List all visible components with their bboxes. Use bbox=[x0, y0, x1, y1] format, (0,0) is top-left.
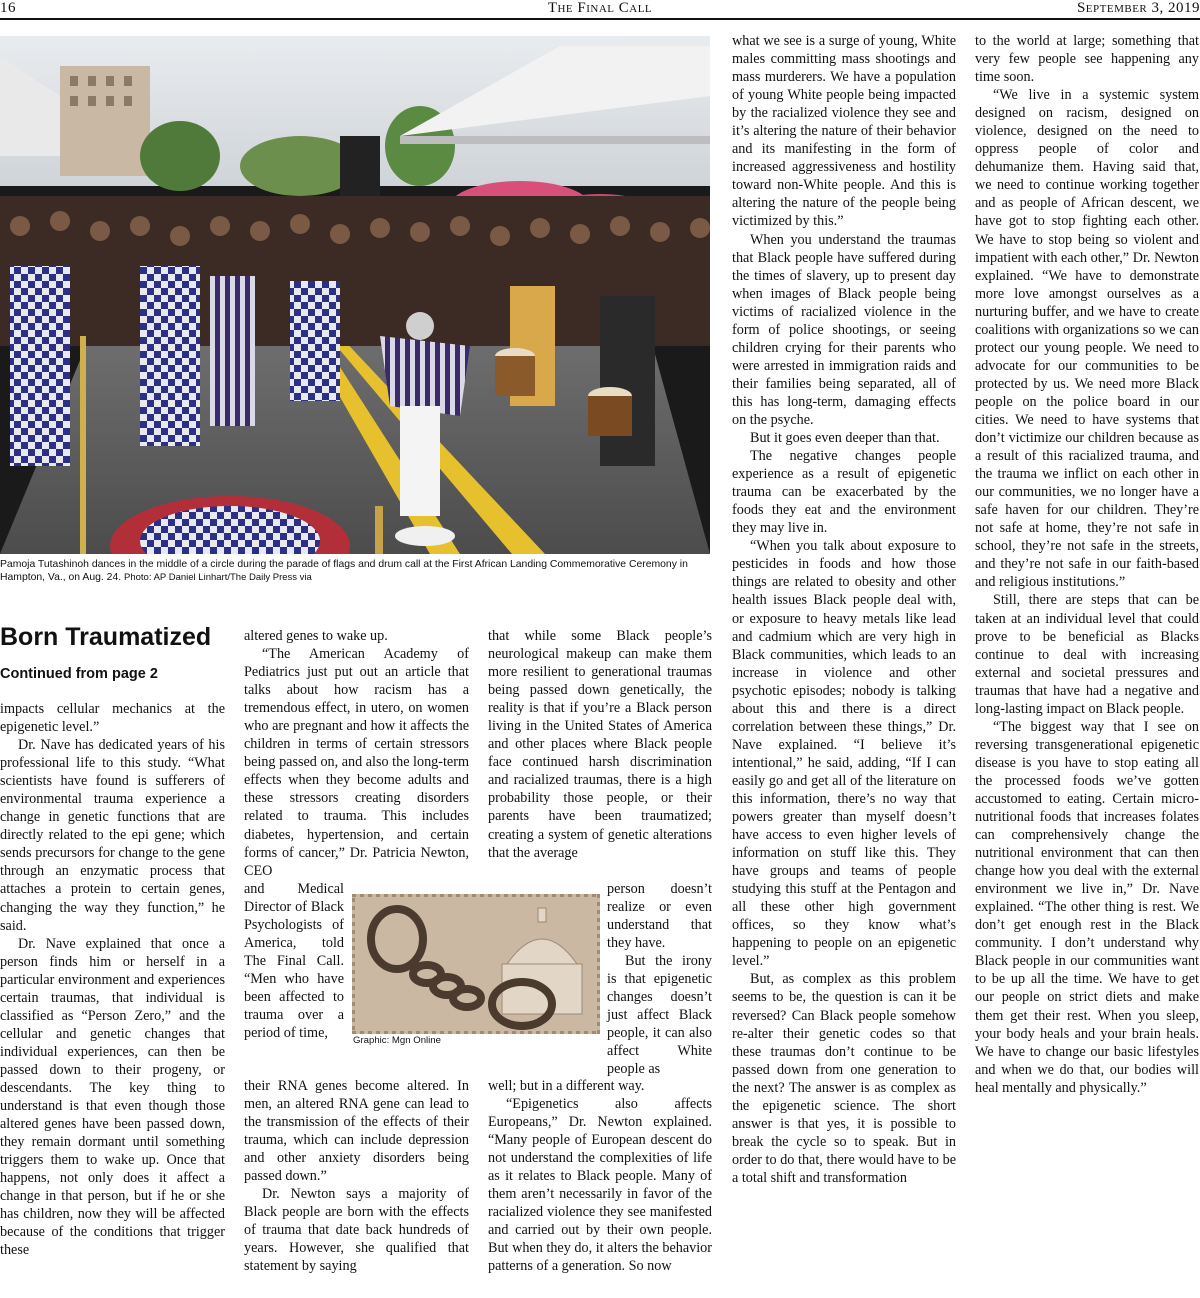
paragraph: “Epigenetics also affects Europeans,” Dr. Newton explained. “Many people of European descent do not understand the complexities of life as it relates to Black people. Many of them aren’t necessarily in favor of the racialized violence they see manifested and carried out by their own people. But when they do, it alters the behavior patterns of a generation. So now bbox=[488, 1096, 712, 1275]
article-column-2-wrap: and Medical Director of Black Psychologists of America, told The Final Call. “Men who have been affected to trauma over a period of time, bbox=[244, 881, 344, 1042]
paragraph: Dr. Newton says a majority of Black people are born with the effects of trauma that date back hundreds of years. However, she qualified that statement by saying bbox=[244, 1186, 469, 1275]
article-column-5 bbox=[975, 32, 1199, 1097]
paragraph: “We live in a systemic system designed on racism, designed on violence, designed on the need to oppress people of color and dehumanize them. Having said that, we need to continue working together and as people of African descent, we have got to stop fighting each other. We have to stop being so violent and impatient with each other,” Dr. Newton explained. “We have to demonstrate more love amongst ourselves as a nurturing buffer, and we have to create coalitions with organizations so we can protect our young people. We need to advocate for our communities to be protected by us. We need more Black people on the police board in our cities. We need to have systems that don’t victimize our children because as a result of this racialized trauma, and the trauma we inflict on each other in our communities, we no longer have a safe haven for our children. They’re not safe at home, they’re not safe in school, they’re not safe in the streets, and they’re not safe in our faith-based and religious institutions.” bbox=[975, 87, 1199, 591]
paragraph: Dr. Nave explained that once a person finds him or herself in a particular environment and experiences certain traumas, that individual is classified as “Person Zero,” and the cellular and genetic changes that individual experiences, can then be passed down to their progeny, or descendants. The key thing to understand is that even though those altered genes have been passed down, they remain dormant until something triggers them to wake up. Once that happens, not only does it affect a change in that person, but if he or she has children, now they will be affected because of the conditions that trigger these bbox=[0, 935, 225, 1259]
paragraph: But, as complex as this problem seems to be, the question is can it be reversed? Can Black people somehow re-alter their genetic codes so that these traumas don’t continue to be passed down from one generation to the next? The answer is as complex as the epigenetic science. The short answer is that yes, it is possible to break the cycle so to speak. But in order to do that, there would have to be a total shift and transformation bbox=[732, 971, 956, 1186]
paragraph: well; but in a different way. bbox=[488, 1078, 645, 1094]
article-column-4 bbox=[732, 32, 956, 1187]
paragraph: to the world at large; something that very few people see happening any time soon. bbox=[975, 33, 1199, 86]
article-column-1 bbox=[0, 700, 225, 1259]
paragraph: altered genes to wake up. bbox=[244, 628, 388, 644]
publication-title: The Final Call bbox=[547, 0, 653, 16]
photo-credit: Photo: AP Daniel Linhart/The Daily Press via bbox=[124, 572, 312, 583]
photo-caption bbox=[0, 558, 712, 584]
paragraph: their RNA genes become altered. In men, an altered RNA gene can lead to the transmission of the effects of their trauma, which can include depression and other anxiety disorders being passed down.” bbox=[244, 1078, 469, 1185]
page-number: 16 bbox=[0, 0, 16, 16]
article-column-3-bottom bbox=[488, 1077, 712, 1276]
paragraph: “The biggest way that I see on reversing transgenerational epigenetic disease is you have to stop eating all the processed foods we’ve gotten accustomed to eating. Certain micro-nutritional foods that increases folates can comprehensively change the nutritional environment that can then change how you deal with the external environment we live in,” Dr. Nave explained. “The other thing is rest. We don’t get enough rest in the Black community. I don’t understand why Black people in our communities want to be up all the time. We have to get our people on strict diets and make them get their rest. When you sleep, your body heals and your brain heals. We have to change our basic lifestyles and when we do that, our bodies will heal mentally and physically.” bbox=[975, 718, 1199, 1096]
page-header bbox=[0, 0, 1200, 20]
article-column-3-wrap bbox=[607, 880, 712, 1079]
chains-capitol-graphic bbox=[352, 894, 600, 1034]
paragraph: what we see is a surge of young, White males committing mass shootings and mass murderers. We have a population of young White people being impacted by the racialized violence they see and it’s altering the nature of their behavior and its manifesting in the form of increased aggressiveness and hostility toward non-White people. And this is altering the nature of the people being victimized by this.” bbox=[732, 33, 956, 230]
paragraph: The negative changes people experience as a result of epigenetic trauma can be exacerbated by the foods they eat and the environment they may live in. bbox=[732, 448, 956, 537]
paragraph: “The American Academy of Pediatrics just put out an article that talks about how racism has a tremendous effect, in utero, on women who are pregnant and how it affects the children in terms of certain stressors being passed on, and also the long-term effects when they become adults and these stressors creating disorders related to trauma. This includes diabetes, hypertension, and certain forms of cancer,” Dr. Patricia Newton, CEO bbox=[244, 646, 469, 879]
issue-date: September 3, 2019 bbox=[1076, 0, 1200, 16]
paragraph: Dr. Nave has dedicated years of his professional life to this study. “What scientists have found is sufferers of environmental trauma experience a change in genetic functions that are directly related to the epi gene; which sends precursors for change to the gene through an enzymatic process that attaches a protein to certain genes, changing the way they function,” he said. bbox=[0, 737, 225, 934]
paragraph: “When you talk about exposure to pesticides in foods and how those things are related to obesity and other health issues Black people deal with, or exposure to heavy metals like lead and cadmium which are very high in Black communities, which leads to an increase in violence and other psychotic episodes; nobody is talking about this and there is a direct correlation between these things,” Dr. Nave explained. “I believe it’s intentional,” he said, adding, “If I can easily go and get all of the literature on this information, there’s no way that powers greater than myself doesn’t have access to even higher levels of information on stuff like this. They have groups and teams of people studying this stuff at the Pentagon and all these other high government offices, so they know what’s happening to people on an epigenetic level.” bbox=[732, 538, 956, 970]
photo-caption-text: Pamoja Tutashinoh dances in the middle of a circle during the parade of flags and drum call at the First African Landing Commemorative Ceremony in Hampton, Va., on Aug. 24. bbox=[0, 559, 688, 583]
paragraph: Still, there are steps that can be taken at an individual level that could prove to be beneficial as Blacks continue to deal with increasing external and societal pressures and traumas that have had a negative and long-lasting impact on Black people. bbox=[975, 592, 1199, 717]
continued-from: Continued from page 2 bbox=[0, 666, 158, 682]
paragraph: When you understand the traumas that Black people have suffered during the times of slavery, up to present day when images of Black people being victims of racialized violence in the form of police shootings, or seeing children crying for their parents who were arrested in immigration raids and their families being separated, all of this has long-term, damaging effects on the psyche. bbox=[732, 231, 956, 428]
article-column-2 bbox=[244, 627, 469, 880]
paragraph: impacts cellular mechanics at the epigenetic level.” bbox=[0, 701, 225, 736]
paragraph: that while some Black people’s neurological makeup can make them more resilient to generational traumas being passed down genetically, the reality is that if you’re a Black person living in the United States of America and other places where Black people face continued harsh discrimination and racialized traumas, there is a high probability those people, or their parents have been traumatized; creating a system of genetic alterations that the average bbox=[488, 628, 712, 861]
paragraph: But it goes even deeper than that. bbox=[750, 430, 940, 447]
article-column-2-bottom bbox=[244, 1077, 469, 1276]
paragraph: person doesn’t realize or even understand that they have. bbox=[607, 881, 712, 952]
dancer-photo bbox=[0, 36, 710, 554]
paragraph: But the irony is that epigenetic changes doesn’t just affect Black people, it can also affect White people as bbox=[607, 953, 712, 1078]
article-headline: Born Traumatized bbox=[0, 623, 212, 651]
graphic-caption: Graphic: Mgn Online bbox=[353, 1035, 441, 1046]
article-column-3 bbox=[488, 627, 712, 862]
